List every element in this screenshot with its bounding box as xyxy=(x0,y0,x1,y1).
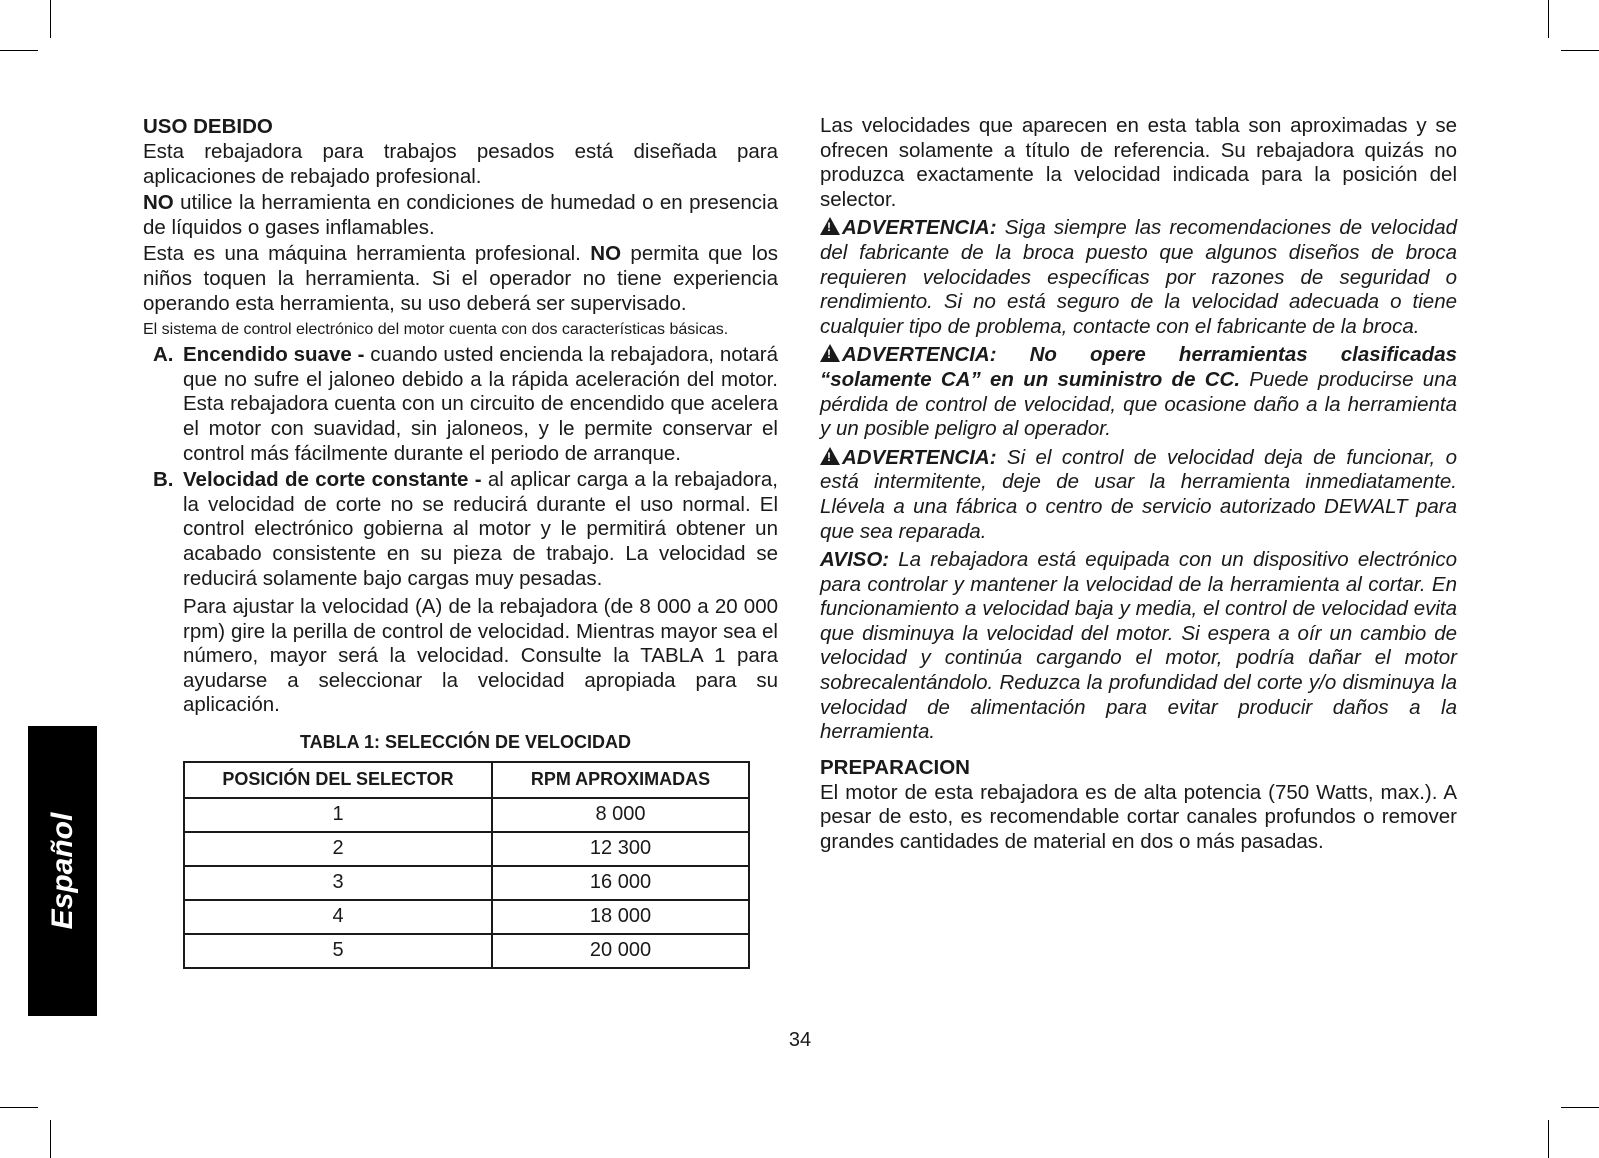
table-header-row xyxy=(184,762,749,798)
table-cell: 16 000 xyxy=(492,866,749,900)
intended-use-heading: USO DEBIDO xyxy=(143,115,273,138)
table-row xyxy=(184,832,749,866)
warning-block: !ADVERTENCIA: Siga siempre las recomendaciones de velocidad del fabricante de la broca puesto que algunos diseños de broca requieren velocidades específicas por razones de seguridad o rendimiento. Si no está seguro de la velocidad adecuada o tiene cualquier tipo de problema, contacte con el fabricante de la broca. xyxy=(820,216,1457,339)
paragraph: El motor de esta rebajadora es de alta potencia (750 Watts, max.). A pesar de esto, es recomendable cortar canales profundos o remover grandes cantidades de material en dos o más pasadas. xyxy=(820,780,1457,854)
table-cell: 18 000 xyxy=(492,900,749,934)
warning-block: !ADVERTENCIA: Si el control de velocidad deja de funcionar, o está intermitente, deje de usar la herramienta inmediatamente. Llévela a una fábrica o centro de servicio autorizado DEWALT para que sea reparada. xyxy=(820,446,1457,544)
notice-block: AVISO: La rebajadora está equipada con un dispositivo electrónico para controlar y mantener la velocidad de la herramienta al cortar. En funcionamiento a velocidad baja y media, el control de velocidad evita que disminuya la velocidad del motor. Si espera a oír un cambio de velocidad y continúa cargando el motor, podría dañar el motor sobrecalentándolo. Reduzca la profundidad del corte y/o disminuya la velocidad de alimentación para evitar producir daños a la herramienta. xyxy=(820,548,1457,744)
table-row xyxy=(184,900,749,934)
table-row xyxy=(184,866,749,900)
table-cell: 20 000 xyxy=(492,934,749,968)
warning-label: ADVERTENCIA: xyxy=(842,216,997,240)
table-cell: 2 xyxy=(184,832,492,866)
list-label: A. xyxy=(153,343,174,367)
list-label: B. xyxy=(153,468,174,492)
table-cell: 4 xyxy=(184,900,492,934)
crop-mark xyxy=(1548,0,1549,38)
paragraph: El sistema de control electrónico del motor cuenta con dos características básicas. xyxy=(143,321,729,339)
warning-triangle-icon xyxy=(820,217,840,235)
crop-mark xyxy=(0,50,38,51)
crop-mark xyxy=(1548,1120,1549,1158)
table-cell: 3 xyxy=(184,866,492,900)
list-item-title: Velocidad de corte constante - xyxy=(183,468,482,492)
warning-block: !ADVERTENCIA: No opere herramientas clasificadas “solamente CA” en un suministro de CC. Puede producirse una pérdida de control de velocidad, que ocasione daño a la herramienta y un posible peligro al operador. xyxy=(820,343,1457,441)
preparation-heading: PREPARACION xyxy=(820,755,970,779)
table-cell: 8 000 xyxy=(492,798,749,832)
paragraph: Las velocidades que aparecen en esta tabla son aproximadas y se ofrecen solamente a título de referencia. Su rebajadora quizás no produzca exactamente la velocidad indicada para la posición del selector. xyxy=(820,114,1457,211)
warning-triangle-icon xyxy=(820,344,840,362)
page-number: 34 xyxy=(788,1029,812,1051)
table-cell: 12 300 xyxy=(492,832,749,866)
crop-mark xyxy=(50,1120,51,1158)
warning-label: ADVERTENCIA: xyxy=(842,445,997,469)
right-column xyxy=(820,114,1457,857)
list-item-title: Encendido suave - xyxy=(183,343,365,367)
table-cell: 1 xyxy=(184,798,492,832)
paragraph: Esta rebajadora para trabajos pesados está diseñada para aplicaciones de rebajado profesional. xyxy=(143,140,778,188)
warning-label: ADVERTENCIA: No opere herramientas clasificadas “solamente CA” en un suministro de CC. xyxy=(820,343,1457,391)
crop-mark xyxy=(1561,50,1599,51)
list-item-constant-speed: B. Velocidad de corte constante - al aplicar carga a la rebajadora, la velocidad de corte no se reducirá durante el uso normal. El control electrónico gobierna al motor y le permitirá obtener un acabado consistente en su pieza de trabajo. La velocidad se reducirá solamente bajo cargas muy pesadas. xyxy=(153,468,778,590)
warning-triangle-icon xyxy=(820,447,840,465)
column-header: POSICIÓN DEL SELECTOR xyxy=(184,762,492,798)
table-row xyxy=(184,798,749,832)
crop-mark xyxy=(0,1107,38,1108)
left-column xyxy=(143,114,778,969)
table-row xyxy=(184,934,749,968)
paragraph: NO utilice la herramienta en condiciones de humedad o en presencia de líquidos o gases inflamables. xyxy=(143,191,778,239)
crop-mark xyxy=(50,0,51,38)
language-tab-label: Español xyxy=(45,812,79,930)
crop-mark xyxy=(1561,1107,1599,1108)
notice-label: AVISO: xyxy=(820,548,890,572)
table-cell: 5 xyxy=(184,934,492,968)
paragraph: Para ajustar la velocidad (A) de la rebajadora (de 8 000 a 20 000 rpm) gire la perilla de control de velocidad. Mientras mayor sea el número, mayor será la velocidad. Consulte la TABLA 1 para ayudarse a seleccionar la velocidad apropiada para su aplicación. xyxy=(183,595,778,717)
language-tab xyxy=(28,726,97,1016)
table-title: TABLA 1: SELECCIÓN DE VELOCIDAD xyxy=(299,732,631,753)
paragraph: Esta es una máquina herramienta profesional. NO permita que los niños toquen la herramienta. Si el operador no tiene experiencia operando esta herramienta, su uso deberá ser supervisado. xyxy=(143,242,778,315)
list-item-soft-start: A. Encendido suave - cuando usted encienda la rebajadora, notará que no sufre el jaloneo debido a la rápida aceleración del motor. Esta rebajadora cuenta con un circuito de encendido que acelera el motor con suavidad, sin jaloneos, y le permite conservar el control más fácilmente durante el periodo de arranque. xyxy=(153,343,778,465)
speed-table xyxy=(183,761,750,969)
column-header: RPM APROXIMADAS xyxy=(492,762,749,798)
